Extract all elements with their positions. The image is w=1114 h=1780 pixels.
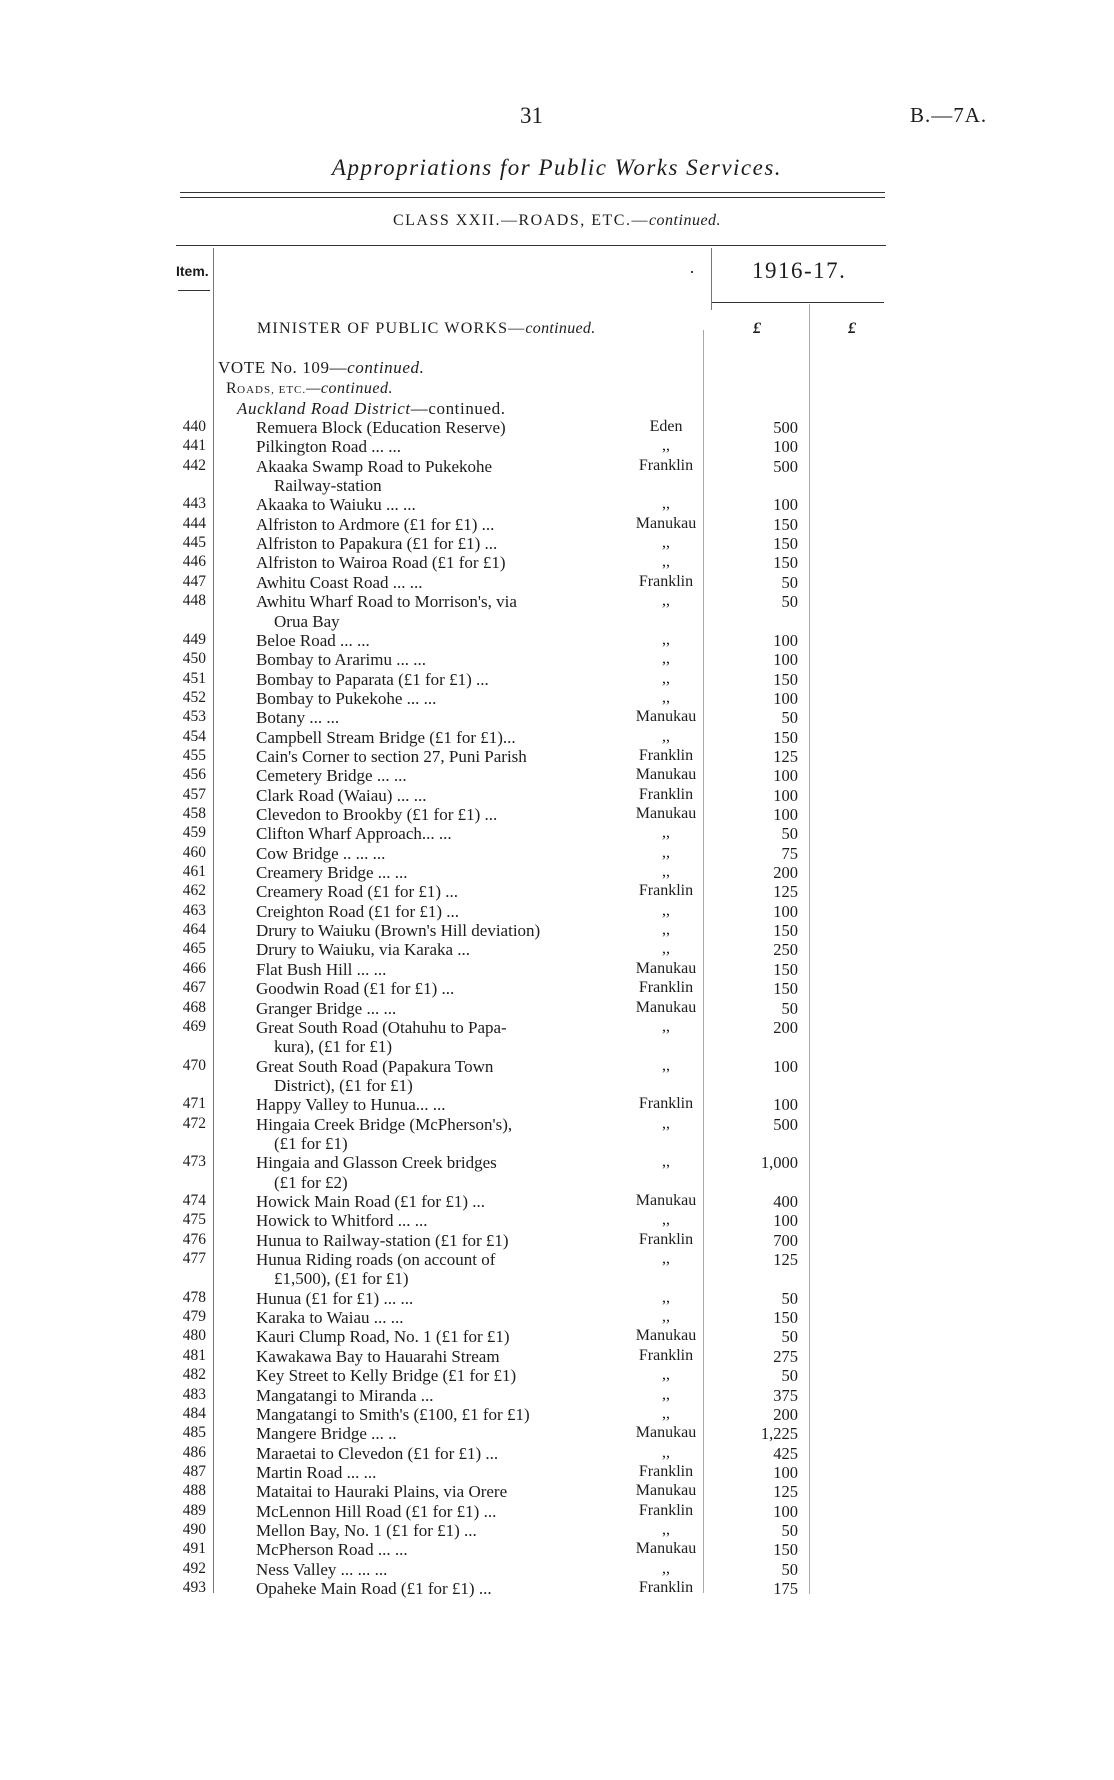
item-district: Manukau	[635, 1482, 697, 1500]
item-description: Hunua (£1 for £1) ... ...	[256, 1288, 414, 1308]
item-description: Hingaia and Glasson Creek bridges	[256, 1153, 497, 1173]
item-number: 492	[182, 1559, 206, 1577]
item-number: 450	[182, 650, 206, 668]
item-amount: 200	[773, 863, 798, 883]
item-description: Alfriston to Wairoa Road (£1 for £1)	[256, 553, 506, 573]
item-amount: 75	[781, 843, 798, 863]
item-description-continuation: (£1 for £1)	[274, 1133, 348, 1153]
item-description-continuation: District), (£1 for £1)	[274, 1075, 413, 1095]
item-amount: 200	[773, 1404, 798, 1424]
item-description: Bombay to Pukekohe ... ...	[256, 688, 437, 708]
item-description: Cow Bridge .. ... ...	[256, 843, 386, 863]
item-amount: 150	[773, 1540, 798, 1560]
item-number: 479	[182, 1308, 206, 1326]
item-description: Mataitai to Hauraki Plains, via Orere	[256, 1482, 508, 1502]
item-district: ,,	[662, 553, 670, 571]
item-amount: 50	[781, 1366, 798, 1386]
item-district: Manukau	[635, 1327, 697, 1345]
item-description: Akaaka to Waiuku ... ...	[256, 495, 416, 515]
item-district: ,,	[662, 1308, 670, 1326]
item-description: Kauri Clump Road, No. 1 (£1 for £1)	[256, 1327, 510, 1347]
item-amount: 125	[773, 1250, 798, 1270]
item-number: 472	[182, 1114, 206, 1132]
item-description-continuation: Railway-station	[274, 476, 382, 496]
item-amount: 1,000	[760, 1153, 798, 1173]
rule-year-header	[712, 302, 884, 303]
item-district: ,,	[662, 1559, 670, 1577]
ministry-heading	[257, 320, 596, 338]
item-amount: 400	[773, 1192, 798, 1211]
item-district: ,,	[662, 727, 670, 745]
item-amount: 100	[773, 1462, 798, 1482]
item-description: Mangere Bridge ... ..	[256, 1424, 397, 1444]
item-district: Manukau	[635, 1192, 697, 1209]
vote-heading-continued: continued.	[347, 358, 425, 377]
item-number: 447	[182, 572, 206, 590]
item-number: 477	[182, 1250, 206, 1268]
item-number: 467	[182, 979, 206, 997]
item-amount: 50	[781, 572, 798, 592]
item-number: 476	[182, 1230, 206, 1248]
item-amount: 250	[773, 940, 798, 960]
item-amount: 100	[773, 766, 798, 786]
item-description: Remuera Block (Education Reserve)	[256, 418, 506, 437]
item-district: ,,	[662, 688, 670, 706]
rule-item-header	[178, 290, 210, 291]
item-district: Franklin	[638, 1501, 694, 1519]
item-number: 481	[182, 1346, 206, 1364]
item-number: 468	[182, 998, 206, 1016]
item-description: Botany ... ...	[256, 708, 340, 728]
item-number: 463	[182, 901, 206, 919]
item-amount: 100	[773, 1095, 798, 1115]
item-amount: 100	[773, 785, 798, 805]
item-number: 456	[182, 766, 206, 784]
item-amount: 150	[773, 514, 798, 534]
item-number: 487	[182, 1462, 206, 1480]
item-number: 488	[182, 1482, 206, 1500]
rule-table-top	[176, 245, 886, 246]
item-description: Key Street to Kelly Bridge (£1 for £1)	[256, 1366, 517, 1386]
item-number: 465	[182, 940, 206, 958]
item-number: 460	[182, 843, 206, 861]
item-description: Mangatangi to Smith's (£100, £1 for £1)	[256, 1404, 530, 1424]
item-district: ,,	[662, 921, 670, 939]
item-number: 441	[182, 437, 206, 455]
item-district: ,,	[662, 437, 670, 455]
item-district: Manukau	[635, 766, 697, 784]
item-description: McLennon Hill Road (£1 for £1) ...	[256, 1501, 497, 1521]
item-district: Franklin	[638, 979, 694, 997]
item-district: ,,	[662, 1385, 670, 1403]
item-amount: 150	[773, 921, 798, 941]
item-amount: 700	[773, 1230, 798, 1250]
item-amount: 175	[773, 1579, 798, 1598]
item-number: 474	[182, 1192, 206, 1209]
item-amount: 150	[773, 727, 798, 747]
item-amount: 100	[773, 630, 798, 650]
item-number: 444	[182, 514, 206, 532]
item-description-continuation: (£1 for £2)	[274, 1172, 348, 1192]
item-description: Granger Bridge ... ...	[256, 998, 397, 1018]
item-amount: 150	[773, 553, 798, 573]
item-district: Franklin	[638, 1462, 694, 1480]
item-description: Maraetai to Clevedon (£1 for £1) ...	[256, 1443, 499, 1463]
item-description: Drury to Waiuku, via Karaka ...	[256, 940, 471, 960]
item-number: 482	[182, 1366, 206, 1384]
item-number: 449	[182, 630, 206, 648]
district-subheading-continued: —continued.	[410, 399, 506, 418]
item-amount: 125	[773, 882, 798, 902]
item-description: Drury to Waiuku (Brown's Hill deviation)	[256, 921, 541, 941]
item-number: 446	[182, 553, 206, 571]
item-number: 483	[182, 1385, 206, 1403]
item-amount: 50	[781, 708, 798, 728]
item-district: Franklin	[638, 1095, 694, 1113]
item-district: ,,	[662, 824, 670, 842]
document-reference: B.—7A.	[910, 103, 988, 127]
item-district: ,,	[662, 940, 670, 958]
item-number: 486	[182, 1443, 206, 1461]
item-description: Pilkington Road ... ...	[256, 437, 401, 457]
item-number: 484	[182, 1404, 206, 1422]
item-district: ,,	[662, 1520, 670, 1538]
item-district: Manukau	[635, 514, 697, 532]
item-district: Manukau	[635, 1424, 697, 1442]
item-description: Alfriston to Papakura (£1 for £1) ...	[256, 534, 498, 554]
item-district: ,,	[662, 863, 670, 881]
item-number: 471	[182, 1095, 206, 1113]
class-heading-continued: continued.	[648, 212, 722, 229]
item-number: 452	[182, 688, 206, 706]
item-amount: 425	[773, 1443, 798, 1463]
item-description: Akaaka Swamp Road to Pukekohe	[256, 456, 493, 476]
item-description: Kawakawa Bay to Hauarahi Stream	[256, 1346, 500, 1366]
item-district: ,,	[662, 843, 670, 861]
item-description: Clifton Wharf Approach... ...	[256, 824, 452, 844]
ministry-heading-text: MINISTER OF PUBLIC WORKS—	[257, 320, 526, 337]
page-number: 31	[520, 103, 543, 128]
item-district: ,,	[662, 901, 670, 919]
item-description: Hingaia Creek Bridge (McPherson's),	[256, 1114, 513, 1134]
item-district: ,,	[662, 1288, 670, 1306]
item-description: Hunua to Railway-station (£1 for £1)	[256, 1230, 509, 1250]
item-district: Manukau	[635, 998, 697, 1016]
item-amount: 150	[773, 669, 798, 689]
item-district: Franklin	[638, 1230, 694, 1248]
year-column-header: 1916-17.	[752, 258, 847, 283]
item-district: ,,	[662, 1404, 670, 1422]
item-district: ,,	[662, 630, 670, 648]
item-number: 480	[182, 1327, 206, 1345]
item-number: 442	[182, 456, 206, 474]
item-amount: 50	[781, 1327, 798, 1347]
item-description: Clevedon to Brookby (£1 for £1) ...	[256, 805, 498, 824]
item-number: 443	[182, 495, 206, 513]
column-divider-item	[213, 248, 214, 1593]
column-divider-amount	[809, 304, 810, 1594]
item-amount: 100	[773, 901, 798, 921]
column-divider-year	[711, 248, 712, 310]
item-description: Bombay to Ararimu ... ...	[256, 650, 426, 670]
item-amount: 375	[773, 1385, 798, 1405]
item-description: Ness Valley ... ... ...	[256, 1559, 388, 1579]
item-district: Franklin	[638, 882, 694, 900]
item-amount: 100	[773, 805, 798, 824]
class-heading	[0, 212, 1114, 230]
item-amount: 125	[773, 746, 798, 766]
item-district: ,,	[662, 1211, 670, 1229]
district-subheading	[237, 399, 506, 419]
item-description-continuation: kura), (£1 for £1)	[274, 1037, 393, 1057]
rule-top-thin	[180, 197, 885, 198]
item-description: Creamery Road (£1 for £1) ...	[256, 882, 459, 902]
item-number: 491	[182, 1540, 206, 1558]
item-number: 455	[182, 746, 206, 764]
item-number: 445	[182, 534, 206, 552]
item-district: Manukau	[635, 959, 697, 977]
item-description: Martin Road ... ...	[256, 1462, 377, 1482]
item-district: Franklin	[638, 572, 694, 590]
item-description: Howick to Whitford ... ...	[256, 1211, 428, 1231]
item-district: ,,	[662, 534, 670, 552]
item-district: Franklin	[638, 785, 694, 803]
item-description: Cemetery Bridge ... ...	[256, 766, 407, 786]
item-description: Campbell Stream Bridge (£1 for £1)...	[256, 727, 516, 747]
item-amount: 200	[773, 1017, 798, 1037]
vote-heading	[218, 358, 424, 378]
item-district: Manukau	[635, 708, 697, 726]
item-description: Bombay to Paparata (£1 for £1) ...	[256, 669, 489, 689]
item-number: 448	[182, 592, 206, 610]
item-district: ,,	[662, 669, 670, 687]
item-description: Great South Road (Otahuhu to Papa-	[256, 1017, 507, 1037]
pound-symbol-1: £	[753, 320, 761, 337]
item-description-continuation: Orua Bay	[274, 611, 340, 631]
item-amount: 150	[773, 979, 798, 999]
roads-subheading-initial: R	[226, 380, 238, 397]
item-amount: 150	[773, 959, 798, 979]
item-description: Goodwin Road (£1 for £1) ...	[256, 979, 455, 999]
item-district: ,,	[662, 592, 670, 610]
item-district: ,,	[662, 1056, 670, 1074]
item-district: Franklin	[638, 1346, 694, 1364]
item-district: Manukau	[635, 1540, 697, 1558]
item-description: Creighton Road (£1 for £1) ...	[256, 901, 460, 921]
item-district: ,,	[662, 1443, 670, 1461]
item-description-continuation: £1,500), (£1 for £1)	[274, 1269, 409, 1289]
item-amount: 500	[773, 418, 798, 437]
item-amount: 500	[773, 456, 798, 476]
item-amount: 150	[773, 534, 798, 554]
item-amount: 100	[773, 1501, 798, 1521]
roads-subheading	[226, 380, 393, 398]
item-description: Cain's Corner to section 27, Puni Parish	[256, 746, 527, 766]
item-description: Flat Bush Hill ... ...	[256, 959, 387, 979]
item-number: 459	[182, 824, 206, 842]
item-description: Mangatangi to Miranda ...	[256, 1385, 434, 1405]
item-description: Creamery Bridge ... ...	[256, 863, 408, 883]
item-number: 451	[182, 669, 206, 687]
item-number: 454	[182, 727, 206, 745]
item-number: 453	[182, 708, 206, 726]
item-description: Hunua Riding roads (on account of	[256, 1250, 496, 1270]
item-number: 457	[182, 785, 206, 803]
item-number: 461	[182, 863, 206, 881]
item-amount: 50	[781, 1288, 798, 1308]
item-amount: 50	[781, 998, 798, 1018]
item-number: 458	[182, 805, 206, 822]
item-number: 490	[182, 1520, 206, 1538]
item-amount: 150	[773, 1308, 798, 1328]
rule-top	[180, 192, 885, 193]
item-amount: 100	[773, 1056, 798, 1076]
item-amount: 1,225	[760, 1424, 798, 1444]
item-district: ,,	[662, 495, 670, 513]
item-description: Happy Valley to Hunua... ...	[256, 1095, 446, 1115]
item-district: ,,	[662, 650, 670, 668]
item-amount: 275	[773, 1346, 798, 1366]
pound-symbol-2: £	[848, 320, 856, 337]
item-number: 466	[182, 959, 206, 977]
header-dot: ·	[689, 262, 695, 282]
item-amount: 100	[773, 688, 798, 708]
item-district: Manukau	[635, 805, 697, 822]
item-amount: 100	[773, 1211, 798, 1231]
item-description: Karaka to Waiau ... ...	[256, 1308, 404, 1328]
roads-subheading-rest: OADS, ETC.	[237, 384, 307, 396]
item-district: Franklin	[638, 746, 694, 764]
item-number: 478	[182, 1288, 206, 1306]
item-number: 470	[182, 1056, 206, 1074]
item-amount: 500	[773, 1114, 798, 1134]
item-number: 462	[182, 882, 206, 900]
item-description: Opaheke Main Road (£1 for £1) ...	[256, 1579, 492, 1598]
item-district: ,,	[662, 1250, 670, 1268]
item-description: Awhitu Coast Road ... ...	[256, 572, 423, 592]
item-number: 475	[182, 1211, 206, 1229]
item-column-header: Item.	[176, 263, 209, 279]
item-district: ,,	[662, 1114, 670, 1132]
item-amount: 100	[773, 495, 798, 515]
district-subheading-name: Auckland Road District	[237, 399, 411, 418]
item-district: Franklin	[638, 456, 694, 474]
item-amount: 50	[781, 824, 798, 844]
item-district: ,,	[662, 1153, 670, 1171]
item-district: Franklin	[638, 1579, 694, 1596]
item-district: Eden	[649, 418, 683, 435]
item-amount: 50	[781, 592, 798, 612]
ministry-heading-continued: continued.	[525, 320, 596, 337]
item-description: Awhitu Wharf Road to Morrison's, via	[256, 592, 517, 612]
item-description: Clark Road (Waiau) ... ...	[256, 785, 427, 805]
item-amount: 50	[781, 1559, 798, 1579]
item-description: Alfriston to Ardmore (£1 for £1) ...	[256, 514, 495, 534]
item-description: Mellon Bay, No. 1 (£1 for £1) ...	[256, 1520, 477, 1540]
item-number: 493	[182, 1579, 206, 1596]
item-number: 464	[182, 921, 206, 939]
page-title: Appropriations for Public Works Services.	[331, 155, 783, 180]
class-heading-text: CLASS XXII.—ROADS, ETC.—	[392, 212, 649, 229]
item-number: 440	[182, 418, 206, 435]
item-description: Howick Main Road (£1 for £1) ...	[256, 1192, 485, 1211]
item-number: 473	[182, 1153, 206, 1171]
item-district: ,,	[662, 1366, 670, 1384]
item-description: Beloe Road ... ...	[256, 630, 370, 650]
item-district: ,,	[662, 1017, 670, 1035]
item-description: Great South Road (Papakura Town	[256, 1056, 494, 1076]
item-number: 469	[182, 1017, 206, 1035]
item-amount: 100	[773, 437, 798, 457]
item-number: 485	[182, 1424, 206, 1442]
vote-heading-text: VOTE No. 109—	[218, 358, 348, 377]
item-description: McPherson Road ... ...	[256, 1540, 408, 1560]
item-amount: 100	[773, 650, 798, 670]
item-amount: 125	[773, 1482, 798, 1502]
roads-subheading-continued: —continued.	[306, 380, 393, 397]
item-amount: 50	[781, 1520, 798, 1540]
item-number: 489	[182, 1501, 206, 1519]
